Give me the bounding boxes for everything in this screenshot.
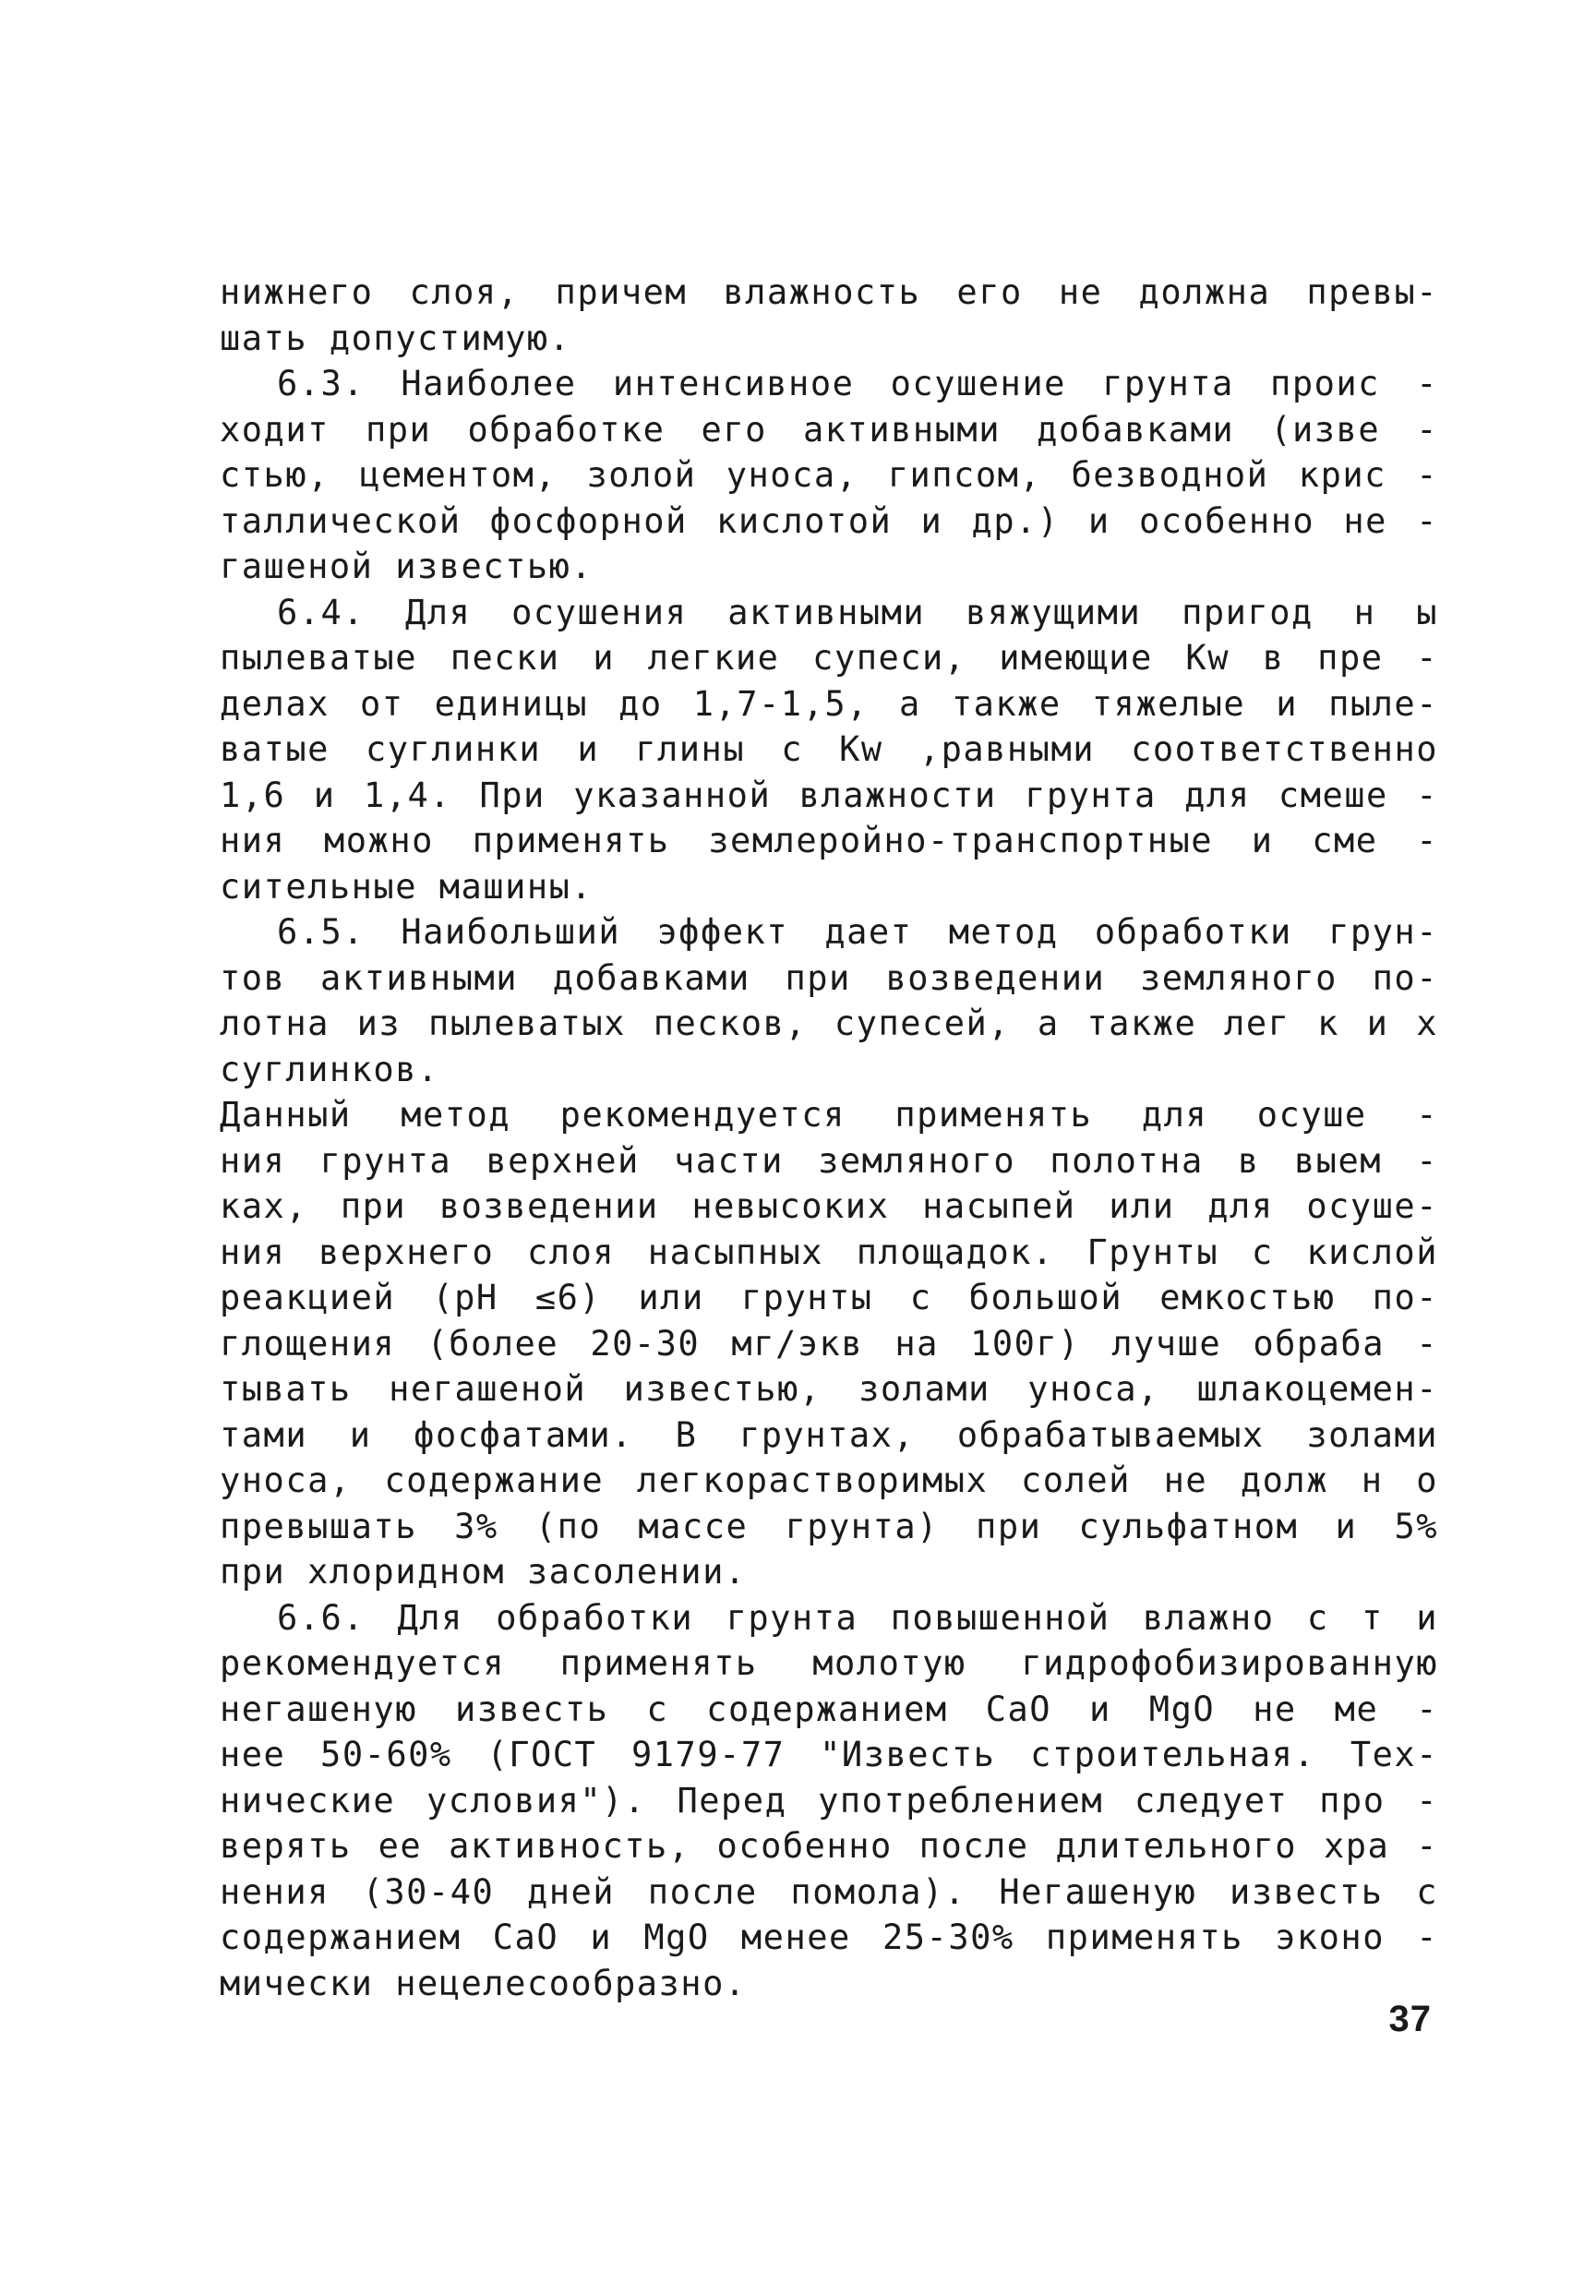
text-line: ходит при обработке его активными добавками (изве - (220, 409, 1438, 450)
text-line: нения (30-40 дней после помола). Негашеную известь с (220, 1871, 1438, 1912)
text-line: ватые суглинки и глины с Kw ,равными соответственно (220, 729, 1438, 769)
text-line: тывать негашеной известью, золами уноса, шлакоцемен- (220, 1369, 1438, 1409)
text-line: уноса, содержание легкорастворимых солей не долж н о (220, 1461, 1438, 1500)
text-line: превышать 3% (по массе грунта) при сульфатном и 5% (220, 1506, 1438, 1546)
text-line: при хлоридном засолении. (220, 1552, 747, 1592)
text-line: нижнего слоя, причем влажность его не должна превы- (220, 272, 1438, 312)
page-number: 37 (1388, 1999, 1432, 2039)
text-line: негашеную известь с содержанием CaO и MgO не ме - (220, 1689, 1438, 1729)
text-line: 1,6 и 1,4. При указанной влажности грунта для смеше - (220, 775, 1438, 815)
text-line: суглинков. (220, 1049, 439, 1089)
text-line: тов активными добавками при возведении земляного по- (220, 957, 1438, 998)
text-line: сительные машины. (220, 866, 594, 907)
text-line: содержанием CaO и MgO менее 25-30% применять эконо - (220, 1917, 1438, 1957)
text-line-paragraph-data: Данный метод рекомендуется применять для осуше - (220, 1095, 1438, 1135)
text-line: ния можно применять землеройно-транспортные и сме - (220, 821, 1438, 860)
text-line: рекомендуется применять молотую гидрофобизированную (220, 1643, 1438, 1683)
text-line: пылеватые пески и легкие супеси, имеющие Kw в пре - (220, 638, 1438, 678)
text-line: нее 50-60% (ГОСТ 9179-77 "Известь строительная. Тех- (220, 1735, 1438, 1774)
text-line-paragraph-6-4: 6.4. Для осушения активными вяжущими пригод н ы (277, 592, 1438, 632)
text-line-paragraph-6-6: 6.6. Для обработки грунта повышенной влажно с т и (277, 1597, 1438, 1638)
text-line: реакцией (pH ≤6) или грунты с большой емкостью по- (220, 1278, 1438, 1317)
text-line-paragraph-6-5: 6.5. Наибольший эффект дает метод обработки грун- (277, 912, 1438, 952)
text-line: глощения (более 20-30 мг/экв на 100г) лучше обраба - (220, 1323, 1438, 1364)
text-line: гашеной известью. (220, 547, 594, 586)
text-line: таллической фосфорной кислотой и др.) и особенно не - (220, 500, 1438, 541)
text-line: стью, цементом, золой уноса, гипсом, безводной крис - (220, 455, 1438, 495)
text-line: делах от единицы до 1,7-1,5, а также тяжелые и пыле- (220, 683, 1438, 724)
body-text (220, 270, 1438, 2006)
text-line: нические условия"). Перед употреблением следует про - (220, 1780, 1438, 1821)
text-line: ния грунта верхней части земляного полотна в выем - (220, 1140, 1438, 1181)
text-line: ния верхнего слоя насыпных площадок. Грунты с кислой (220, 1232, 1438, 1272)
text-line: тами и фосфатами. В грунтах, обрабатываемых золами (220, 1414, 1438, 1455)
text-line: шать допустимую. (220, 318, 571, 358)
text-line: мически нецелесообразно. (220, 1963, 747, 2003)
text-line: верять ее активность, особенно после длительного хра - (220, 1826, 1438, 1866)
text-line: лотна из пылеватых песков, супесей, а также лег к и х (220, 1004, 1438, 1043)
text-line-paragraph-6-3: 6.3. Наиболее интенсивное осушение грунта проис - (277, 364, 1438, 403)
text-line: ках, при возведении невысоких насыпей или для осуше- (220, 1186, 1438, 1226)
